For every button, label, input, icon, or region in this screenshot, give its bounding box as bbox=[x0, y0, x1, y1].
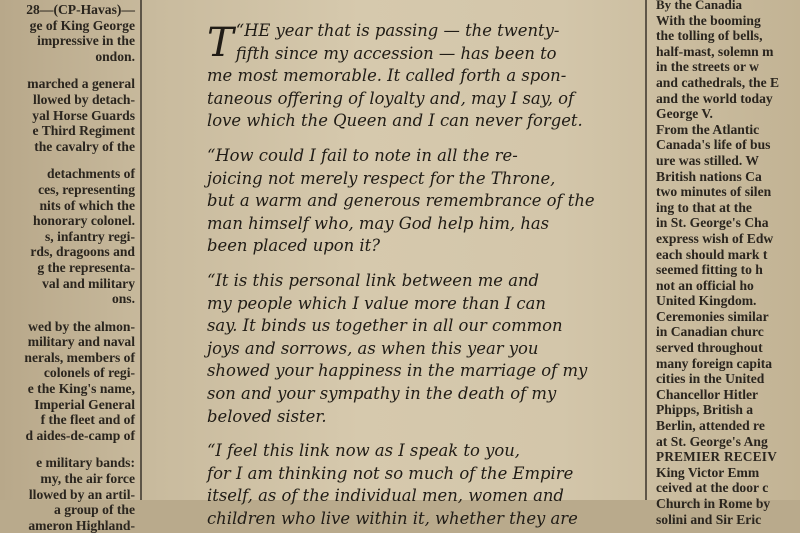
right-column bbox=[650, 0, 800, 527]
right-column-line: and the world today bbox=[656, 90, 773, 106]
left-column-line: ces, representing bbox=[38, 181, 135, 197]
right-column-line: ceived at the door c bbox=[656, 480, 769, 496]
right-column-line: express wish of Edw bbox=[656, 230, 774, 246]
paragraph-gap bbox=[0, 154, 138, 166]
right-column-line: seemed fitting to h bbox=[656, 262, 763, 278]
speech-line: say. It binds us together in all our common bbox=[207, 316, 563, 336]
speech-line: fifth since my accession — has been to bbox=[235, 43, 557, 63]
left-column-line: e military bands: bbox=[36, 455, 135, 471]
left-column-line: detachments of bbox=[47, 166, 135, 182]
right-column-line: in Canadian churc bbox=[656, 324, 764, 340]
right-column-line: half-mast, solemn m bbox=[656, 43, 774, 59]
right-column-line: From the Atlantic bbox=[656, 121, 760, 137]
left-column-line: the cavalry of the bbox=[34, 138, 135, 154]
opening-quote: “ bbox=[235, 21, 245, 40]
speech-paragraph bbox=[207, 20, 640, 133]
column-rule-right bbox=[645, 0, 647, 500]
right-column-line: served throughout bbox=[656, 340, 763, 356]
left-column-line: e Third Regiment bbox=[32, 123, 135, 139]
left-column-line: yal Horse Guards bbox=[32, 107, 135, 123]
left-column-line: ameron Highland- bbox=[28, 517, 135, 533]
left-column-line: ondon. bbox=[95, 48, 135, 64]
right-column-line: the tolling of bells, bbox=[656, 28, 763, 44]
right-column-line: United Kingdom. bbox=[656, 293, 757, 309]
speech-line: showed your happiness in the marriage of my bbox=[207, 361, 588, 381]
left-column-line: rds, dragoons and bbox=[30, 244, 135, 260]
right-column-line: in the streets or w bbox=[656, 59, 759, 75]
left-column-line: impressive in the bbox=[37, 33, 135, 49]
right-column-line: and cathedrals, the E bbox=[656, 74, 780, 90]
left-column-line: colonels of regi- bbox=[43, 365, 135, 381]
left-column-line: nerals, members of bbox=[24, 349, 135, 365]
speech-line: “How could I fail to note in all the re- bbox=[207, 145, 518, 165]
right-column-line: With the booming bbox=[656, 12, 761, 28]
right-column-line: ing to that at the bbox=[656, 199, 752, 215]
right-column-line: ure was stilled. W bbox=[656, 152, 759, 168]
left-column-line: f the fleet and of bbox=[40, 412, 135, 428]
right-column-line: British nations Ca bbox=[656, 168, 762, 184]
right-column-line: cities in the United bbox=[656, 371, 765, 387]
left-column-line: military and naval bbox=[27, 334, 135, 350]
right-column-line: in St. George's Cha bbox=[656, 215, 769, 231]
right-column-subheading: PREMIER RECEIV bbox=[656, 449, 778, 465]
speech-line: children who live within it, whether they are bbox=[207, 508, 578, 528]
left-column bbox=[0, 0, 138, 533]
paragraph-gap bbox=[0, 443, 138, 455]
speech-paragraph bbox=[207, 145, 640, 258]
speech-line: but a warm and generous remembrance of the bbox=[207, 191, 595, 211]
left-column-line: d aides-de-camp of bbox=[25, 427, 135, 443]
paragraph-gap bbox=[0, 64, 138, 76]
left-column-line: honorary colonel. bbox=[33, 213, 135, 229]
left-column-line: nits of which the bbox=[39, 197, 135, 213]
right-column-line: Phipps, British a bbox=[656, 402, 754, 418]
left-column-line: val and military bbox=[42, 275, 135, 291]
speech-line: joys and sorrows, as when this year you bbox=[207, 338, 539, 358]
drop-cap: T bbox=[207, 20, 234, 66]
right-column-heading: By the Canadia bbox=[656, 0, 742, 12]
speech-line: man himself who, may God help him, has bbox=[207, 213, 550, 233]
speech-line: taneous offering of loyalty and, may I say, of bbox=[207, 88, 575, 108]
speech-line: my people which I value more than I can bbox=[207, 293, 546, 313]
right-column-line: Chancellor Hitler bbox=[656, 386, 759, 402]
paragraph-gap bbox=[0, 307, 138, 319]
speech-line: “I feel this link now as I speak to you, bbox=[207, 441, 520, 461]
left-column-line: my, the air force bbox=[40, 471, 135, 487]
right-column-line: solini and Sir Eric bbox=[656, 511, 762, 527]
right-column-line: George V. bbox=[656, 106, 713, 122]
right-column-line: King Victor Emm bbox=[656, 464, 760, 480]
right-column-line: at St. George's Ang bbox=[656, 433, 768, 449]
left-column-line: wed by the almon- bbox=[28, 318, 135, 334]
left-column-line: ons. bbox=[111, 291, 135, 307]
right-column-line: Berlin, attended re bbox=[656, 418, 765, 434]
left-column-line: a group of the bbox=[54, 502, 135, 518]
speech-line: itself, as of the individual men, women and bbox=[207, 486, 564, 506]
right-column-line: two minutes of silen bbox=[656, 184, 772, 200]
speech-line: joicing not merely respect for the Throne, bbox=[207, 168, 556, 188]
center-column bbox=[150, 0, 640, 528]
speech-line: beloved sister. bbox=[207, 406, 327, 426]
left-column-line: 28—(CP-Havas)— bbox=[26, 2, 135, 17]
right-column-line: Canada's life of bus bbox=[656, 137, 771, 153]
speech-line: been placed upon it? bbox=[207, 236, 381, 256]
speech-line: son and your sympathy in the death of my bbox=[207, 383, 557, 403]
speech-line: “It is this personal link between me and bbox=[207, 270, 540, 290]
left-column-line: ge of King George bbox=[29, 17, 135, 33]
right-column-line: many foreign capita bbox=[656, 355, 773, 371]
left-column-line: llowed by detach- bbox=[33, 91, 135, 107]
speech-line-rest: HE year that is passing — the twenty- bbox=[244, 21, 560, 40]
left-column-line: llowed by an artil- bbox=[28, 486, 135, 502]
right-column-line: each should mark t bbox=[656, 246, 768, 262]
left-column-line: s, infantry regi- bbox=[45, 228, 135, 244]
speech-paragraph bbox=[207, 270, 640, 428]
speech-line: love which the Queen and I can never forget. bbox=[207, 111, 583, 131]
speech-line: for I am thinking not so much of the Empire bbox=[207, 463, 574, 483]
right-column-line: Church in Rome by bbox=[656, 496, 771, 511]
left-column-line: g the representa- bbox=[37, 259, 135, 275]
speech-paragraph bbox=[207, 440, 640, 530]
left-column-line: e the King's name, bbox=[27, 381, 135, 397]
right-column-line: Ceremonies similar bbox=[656, 308, 769, 324]
speech-line: me most memorable. It called forth a spon- bbox=[207, 66, 567, 86]
left-column-line: Imperial General bbox=[34, 396, 135, 412]
left-column-line: marched a general bbox=[27, 76, 135, 92]
right-column-line: not an official ho bbox=[656, 277, 754, 293]
column-rule-left bbox=[140, 0, 142, 500]
